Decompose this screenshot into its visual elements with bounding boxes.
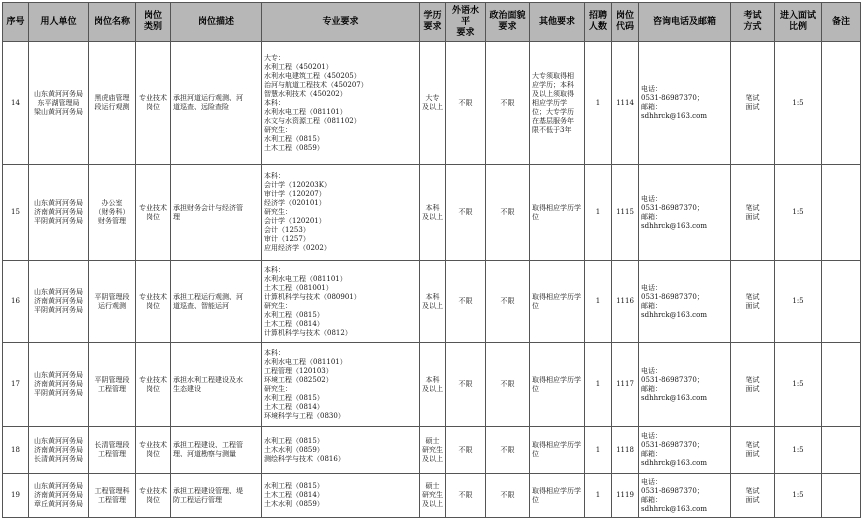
header-political: 政治面貌 要求 bbox=[486, 3, 530, 42]
cell-major: 本科： 水利水电工程（081101） 工程管理（120103） 环境工程（082502） 研究生： 水利工程（0815） 土木工程（0814） 环境科学与工程（0830） bbox=[262, 343, 420, 427]
cell-major: 本科： 会计学（120203K） 审计学（120207） 经济学（020101） 研究生： 会计学（120201） 会计（1253） 审计（1257） 应用经济学（0202） bbox=[262, 165, 420, 261]
cell-description: 承担财务会计与经济管 理 bbox=[171, 165, 262, 261]
cell-language: 不限 bbox=[446, 261, 486, 343]
document-page bbox=[2, 2, 862, 524]
cell-count: 1 bbox=[585, 343, 612, 427]
cell-unit: 山东黄河河务局 东平湖管理局 梁山黄河河务局 bbox=[29, 42, 89, 165]
cell-contact: 电话： 0531-86987370； 邮箱： sdhhrck@163.com bbox=[639, 165, 731, 261]
recruitment-table bbox=[2, 2, 861, 518]
header-major: 专业要求 bbox=[262, 3, 420, 42]
cell-political: 不限 bbox=[486, 474, 530, 518]
header-row bbox=[3, 3, 861, 42]
cell-no: 19 bbox=[3, 474, 29, 518]
cell-contact: 电话： 0531-86987370； 邮箱： sdhhrck@163.com bbox=[639, 261, 731, 343]
cell-exam: 笔试 面试 bbox=[731, 261, 775, 343]
header-language: 外语水平 要求 bbox=[446, 3, 486, 42]
cell-exam: 笔试 面试 bbox=[731, 427, 775, 474]
cell-code: 1117 bbox=[612, 343, 639, 427]
cell-language: 不限 bbox=[446, 42, 486, 165]
table-row bbox=[3, 474, 861, 518]
cell-ratio: 1:5 bbox=[775, 474, 822, 518]
cell-political: 不限 bbox=[486, 261, 530, 343]
cell-ratio: 1:5 bbox=[775, 165, 822, 261]
cell-political: 不限 bbox=[486, 42, 530, 165]
cell-exam: 笔试 面试 bbox=[731, 474, 775, 518]
cell-other: 取得相应学历学 位 bbox=[530, 343, 585, 427]
header-unit: 用人单位 bbox=[29, 3, 89, 42]
cell-description: 承担河道运行观测、河 道巡查、远险查险 bbox=[171, 42, 262, 165]
cell-position: 平阴管理段 运行观测 bbox=[89, 261, 136, 343]
cell-note bbox=[822, 343, 861, 427]
cell-description: 承担工程建设管理、堤 防工程运行管理 bbox=[171, 474, 262, 518]
cell-major: 水利工程（0815） 土木水利（0859） 测绘科学与技术（0816） bbox=[262, 427, 420, 474]
cell-language: 不限 bbox=[446, 474, 486, 518]
cell-count: 1 bbox=[585, 261, 612, 343]
cell-ratio: 1:5 bbox=[775, 261, 822, 343]
cell-education: 大专 及以上 bbox=[420, 42, 446, 165]
header-other: 其他要求 bbox=[530, 3, 585, 42]
cell-contact: 电话： 0531-86987370； 邮箱： sdhhrck@163.com bbox=[639, 474, 731, 518]
cell-note bbox=[822, 261, 861, 343]
cell-position: 黑虎庙管理 段运行观测 bbox=[89, 42, 136, 165]
cell-other: 取得相应学历学 位 bbox=[530, 427, 585, 474]
cell-ratio: 1:5 bbox=[775, 42, 822, 165]
cell-category: 专业技术 岗位 bbox=[136, 474, 171, 518]
header-position: 岗位名称 bbox=[89, 3, 136, 42]
cell-language: 不限 bbox=[446, 343, 486, 427]
table-row bbox=[3, 427, 861, 474]
cell-no: 18 bbox=[3, 427, 29, 474]
cell-count: 1 bbox=[585, 427, 612, 474]
cell-no: 16 bbox=[3, 261, 29, 343]
cell-category: 专业技术 岗位 bbox=[136, 343, 171, 427]
table-row bbox=[3, 42, 861, 165]
cell-count: 1 bbox=[585, 165, 612, 261]
cell-unit: 山东黄河河务局 济南黄河河务局 平阴黄河河务局 bbox=[29, 343, 89, 427]
header-no: 序号 bbox=[3, 3, 29, 42]
cell-other: 取得相应学历学 位 bbox=[530, 165, 585, 261]
cell-note bbox=[822, 42, 861, 165]
cell-other: 取得相应学历学 位 bbox=[530, 474, 585, 518]
cell-position: 办公室 （财务科） 财务管理 bbox=[89, 165, 136, 261]
cell-political: 不限 bbox=[486, 427, 530, 474]
header-count: 招聘 人数 bbox=[585, 3, 612, 42]
header-education: 学历 要求 bbox=[420, 3, 446, 42]
cell-description: 承担水利工程建设及水 生态建设 bbox=[171, 343, 262, 427]
cell-note bbox=[822, 427, 861, 474]
cell-no: 15 bbox=[3, 165, 29, 261]
cell-ratio: 1:5 bbox=[775, 427, 822, 474]
cell-unit: 山东黄河河务局 济南黄河河务局 平阴黄河河务局 bbox=[29, 261, 89, 343]
cell-category: 专业技术 岗位 bbox=[136, 165, 171, 261]
cell-position: 工程管理科 工程管理 bbox=[89, 474, 136, 518]
header-ratio: 进入面试 比例 bbox=[775, 3, 822, 42]
cell-unit: 山东黄河河务局 济南黄河河务局 章丘黄河河务局 bbox=[29, 474, 89, 518]
cell-unit: 山东黄河河务局 济南黄河河务局 平阴黄河河务局 bbox=[29, 165, 89, 261]
cell-exam: 笔试 面试 bbox=[731, 165, 775, 261]
cell-category: 专业技术 岗位 bbox=[136, 261, 171, 343]
cell-other: 取得相应学历学 位 bbox=[530, 261, 585, 343]
cell-major: 大专： 水利工程（450201） 水利水电建筑工程（450205） 治河与航道工程技术（450207） 智慧水利技术（450202） 本科： 水利水电工程（081101） 水文与水资源工程（081102） 研究生： 水利工程（0815） 土木工程（0859） bbox=[262, 42, 420, 165]
header-code: 岗位 代码 bbox=[612, 3, 639, 42]
header-category: 岗位 类别 bbox=[136, 3, 171, 42]
cell-no: 14 bbox=[3, 42, 29, 165]
table-row bbox=[3, 165, 861, 261]
table-row bbox=[3, 343, 861, 427]
header-description: 岗位描述 bbox=[171, 3, 262, 42]
header-note: 备注 bbox=[822, 3, 861, 42]
cell-code: 1118 bbox=[612, 427, 639, 474]
table-row bbox=[3, 261, 861, 343]
cell-political: 不限 bbox=[486, 343, 530, 427]
header-exam: 考试 方式 bbox=[731, 3, 775, 42]
cell-position: 平阴管理段 工程管理 bbox=[89, 343, 136, 427]
cell-contact: 电话： 0531-86987370； 邮箱： sdhhrck@163.com bbox=[639, 427, 731, 474]
cell-ratio: 1:5 bbox=[775, 343, 822, 427]
cell-contact: 电话： 0531-86987370； 邮箱： sdhhrck@163.com bbox=[639, 343, 731, 427]
cell-position: 长清管理段 工程管理 bbox=[89, 427, 136, 474]
cell-other: 大专须取得相 应学历；本科 及以上须取得 相应学历学 位；大专学历 在基层服务年 限不低于3年 bbox=[530, 42, 585, 165]
cell-note bbox=[822, 165, 861, 261]
cell-no: 17 bbox=[3, 343, 29, 427]
cell-category: 专业技术 岗位 bbox=[136, 427, 171, 474]
cell-description: 承担工程建设、工程管 理、河道勘察与测量 bbox=[171, 427, 262, 474]
cell-language: 不限 bbox=[446, 427, 486, 474]
cell-major: 本科： 水利水电工程（081101） 土木工程（081001） 计算机科学与技术（080901） 研究生： 水利工程（0815） 土木工程（0814） 计算机科学与技术（0812） bbox=[262, 261, 420, 343]
header-contact: 咨询电话及邮箱 bbox=[639, 3, 731, 42]
cell-contact: 电话： 0531-86987370； 邮箱： sdhhrck@163.com bbox=[639, 42, 731, 165]
cell-note bbox=[822, 474, 861, 518]
cell-education: 硕士 研究生 及以上 bbox=[420, 474, 446, 518]
cell-count: 1 bbox=[585, 474, 612, 518]
cell-code: 1119 bbox=[612, 474, 639, 518]
cell-unit: 山东黄河河务局 济南黄河河务局 长清黄河河务局 bbox=[29, 427, 89, 474]
cell-category: 专业技术 岗位 bbox=[136, 42, 171, 165]
cell-code: 1114 bbox=[612, 42, 639, 165]
cell-education: 本科 及以上 bbox=[420, 165, 446, 261]
cell-code: 1115 bbox=[612, 165, 639, 261]
cell-description: 承担工程运行观测、河 道巡查、智能运河 bbox=[171, 261, 262, 343]
cell-major: 水利工程（0815） 土木工程（0814） 土木水利（0859） bbox=[262, 474, 420, 518]
cell-education: 本科 及以上 bbox=[420, 261, 446, 343]
cell-count: 1 bbox=[585, 42, 612, 165]
cell-education: 硕士 研究生 及以上 bbox=[420, 427, 446, 474]
cell-education: 本科 及以上 bbox=[420, 343, 446, 427]
cell-language: 不限 bbox=[446, 165, 486, 261]
cell-political: 不限 bbox=[486, 165, 530, 261]
cell-exam: 笔试 面试 bbox=[731, 42, 775, 165]
cell-code: 1116 bbox=[612, 261, 639, 343]
cell-exam: 笔试 面试 bbox=[731, 343, 775, 427]
